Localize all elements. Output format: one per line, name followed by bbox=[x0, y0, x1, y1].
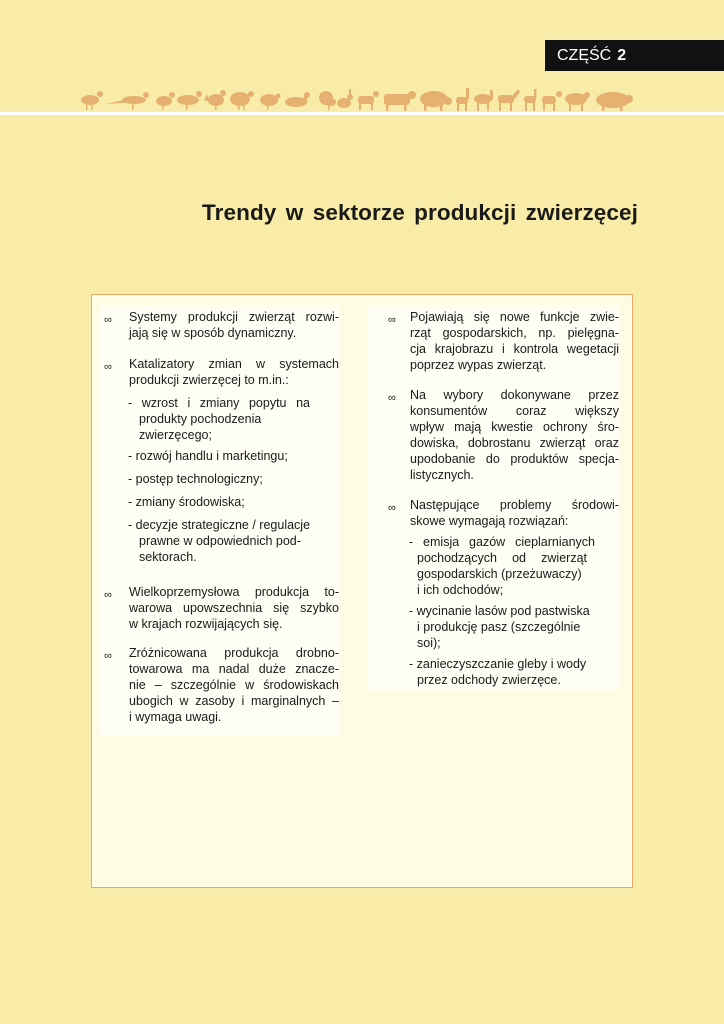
animal-silhouettes-decoration bbox=[76, 84, 636, 114]
left-subitem-5: - decyzje strategiczne / regulacje prawne w odpowiednich pod- sektorach. bbox=[128, 518, 311, 564]
right-subitem-3: - zanieczyszczanie gleby i wody przez odchody zwierzęce. bbox=[409, 657, 587, 687]
bullet-icon: ∞ bbox=[104, 650, 112, 662]
right-subitem-1: - emisja gazów cieplarnianych pochodzących od zwierząt gospodarskich (przeżuwaczy) i ich odchodów; bbox=[409, 535, 595, 597]
right-subitem-2: - wycinanie lasów pod pastwiska i produkcję pasz (szczególnie soi); bbox=[409, 604, 590, 650]
bullet-icon: ∞ bbox=[104, 314, 112, 326]
left-bullet-3: Wielkoprzemysłowa produkcja to- warowa upowszechnia się szybko w krajach rozwijających się. bbox=[129, 585, 339, 631]
bullet-icon: ∞ bbox=[388, 392, 396, 404]
left-subitem-4: - zmiany środowiska; bbox=[128, 495, 245, 509]
bullet-icon: ∞ bbox=[104, 361, 112, 373]
bullet-icon: ∞ bbox=[388, 502, 396, 514]
bullet-icon: ∞ bbox=[104, 589, 112, 601]
page-title: Trendy w sektorze produkcji zwierzęcej bbox=[202, 200, 638, 225]
right-bullet-1: Pojawiają się nowe funkcje zwie- rząt gospodarskich, np. pielęgna- cja krajobrazu i kontrola wegetacji poprzez wypas zwierząt. bbox=[410, 310, 619, 372]
right-bullet-2: Na wybory dokonywane przez konsumentów coraz większy wpływ mają kwestie ochrony śro- dowiska, dobrostanu zwierząt oraz upodobanie do produktów specja- listycznych. bbox=[410, 388, 619, 482]
left-bullet-2: Katalizatory zmian w systemach produkcji zwierzęcej to m.in.: bbox=[129, 357, 339, 387]
bullet-icon: ∞ bbox=[388, 314, 396, 326]
left-subitem-1: - wzrost i zmiany popytu na produkty pochodzenia zwierzęcego; bbox=[128, 396, 310, 442]
part-label: CZĘŚĆ bbox=[557, 47, 612, 64]
right-bullet-3: Następujące problemy środowi- skowe wymagają rozwiązań: bbox=[410, 498, 619, 528]
header-divider bbox=[0, 112, 724, 115]
left-bullet-4: Zróżnicowana produkcja drobno- towarowa ma nadal duże znacze- nie – szczególnie w środowiskach ubogich w zasoby i marginalnych – i wymaga uwagi. bbox=[129, 646, 339, 724]
part-number: 2 bbox=[617, 47, 627, 64]
part-badge bbox=[545, 40, 724, 71]
left-subitem-2: - rozwój handlu i marketingu; bbox=[128, 449, 288, 463]
left-bullet-1: Systemy produkcji zwierząt rozwi- jają się w sposób dynamiczny. bbox=[129, 310, 339, 340]
left-subitem-3: - postęp technologiczny; bbox=[128, 472, 263, 486]
